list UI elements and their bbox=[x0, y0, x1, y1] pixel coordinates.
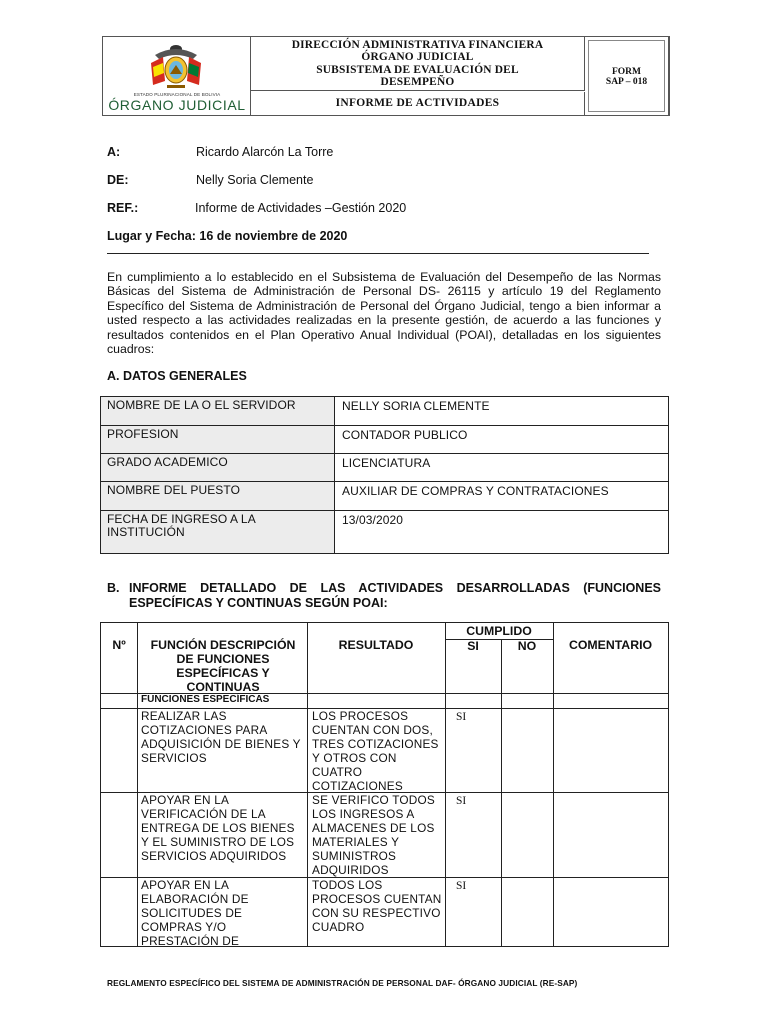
function-cell: APOYAR EN LA VERIFICACIÓN DE LA ENTREGA DE LOS BIENES Y EL SUMINISTRO DE LOS SERVICIOS ADQUIRIDOS bbox=[141, 793, 295, 863]
logo-institution-name: ÓRGANO JUDICIAL bbox=[108, 97, 246, 113]
section-a-title: A. DATOS GENERALES bbox=[107, 369, 247, 383]
yes-cell: SI bbox=[456, 880, 467, 892]
value-cell: AUXILIAR DE COMPRAS Y CONTRATACIONES bbox=[342, 484, 609, 498]
value-cell: 13/03/2020 bbox=[342, 513, 404, 527]
general-data-table bbox=[100, 396, 669, 554]
header-title bbox=[251, 37, 585, 91]
intro-paragraph bbox=[107, 270, 661, 356]
grid-line bbox=[445, 623, 446, 946]
value-cell: LICENCIATURA bbox=[342, 456, 431, 470]
ref-label: REF.: bbox=[107, 201, 139, 215]
value-cell: NELLY SORIA CLEMENTE bbox=[342, 399, 490, 413]
function-cell: APOYAR EN LA ELABORACIÓN DE SOLICITUDES DE COMPRAS Y/O PRESTACIÓN DE bbox=[141, 878, 249, 948]
header-title-line: DIRECCIÓN ADMINISTRATIVA FINANCIERA bbox=[291, 39, 544, 51]
form-code-cell bbox=[585, 37, 669, 115]
header-no: NO bbox=[517, 639, 537, 653]
page-footer: REGLAMENTO ESPECÍFICO DEL SISTEMA DE ADMINISTRACIÓN DE PERSONAL DAF- ÓRGANO JUDICIAL (RE-SAP) bbox=[107, 978, 578, 988]
header-comment: COMENTARIO bbox=[568, 638, 653, 652]
from-value: Nelly Soria Clemente bbox=[196, 173, 314, 187]
to-label: A: bbox=[107, 145, 121, 159]
function-cell: REALIZAR LAS COTIZACIONES PARA ADQUISICIÓN DE BIENES Y SERVICIOS bbox=[141, 709, 301, 765]
yes-cell: SI bbox=[456, 711, 467, 723]
grid-line bbox=[307, 623, 308, 946]
header-title-line: DESEMPEÑO bbox=[380, 76, 455, 89]
intro-line: usted respecto a las actividades realizadas en la presente gestión, de acuerdo a las funciones y bbox=[107, 313, 661, 328]
section-b-title-line: INFORME DETALLADO DE LAS ACTIVIDADES DESARROLLADAS (FUNCIONES bbox=[129, 581, 661, 595]
intro-line: En cumplimiento a lo establecido en el Subsistema de Evaluación del Desempeño de las Normas bbox=[107, 270, 661, 284]
group-label: FUNCIONES ESPECÍFICAS bbox=[141, 694, 270, 705]
header-subtitle: INFORME DE ACTIVIDADES bbox=[251, 92, 585, 115]
value-cell: CONTADOR PUBLICO bbox=[342, 428, 468, 442]
header-result: RESULTADO bbox=[338, 638, 414, 652]
intro-line: resultados contenidos en el Plan Operativo Anual Individual (POAI), detalladas en los siguientes bbox=[107, 327, 661, 342]
key-cell: PROFESION bbox=[101, 426, 335, 453]
separator-line bbox=[107, 253, 649, 254]
intro-line: cuadros: bbox=[107, 342, 155, 357]
document-header bbox=[102, 36, 670, 116]
logo-cell bbox=[103, 37, 251, 115]
result-cell: TODOS LOS PROCESOS CUENTAN CON SU RESPECTIVO CUADRO bbox=[312, 878, 442, 934]
table-row bbox=[101, 397, 668, 426]
activities-table bbox=[100, 622, 669, 947]
intro-line: Específico del Sistema de Administración de Personal del Órgano Judicial, tengo a bien informar a bbox=[107, 298, 661, 313]
result-cell: SE VERIFICO TODOS LOS INGRESOS A ALMACENES DE LOS MATERIALES Y SUMINISTROS ADQUIRIDOS bbox=[312, 793, 435, 877]
form-code-line2: SAP – 018 bbox=[605, 77, 648, 87]
section-b-title bbox=[107, 581, 661, 611]
ref-value: Informe de Actividades –Gestión 2020 bbox=[195, 201, 407, 215]
header-function: FUNCIÓN DESCRIPCIÓN DE FUNCIONES ESPECÍFICAS Y CONTINUAS bbox=[150, 638, 296, 694]
table-row bbox=[101, 482, 668, 511]
coat-of-arms-logo bbox=[143, 41, 209, 91]
table-row bbox=[101, 426, 668, 454]
key-cell: NOMBRE DEL PUESTO bbox=[101, 482, 335, 510]
key-cell: GRADO ACADEMICO bbox=[101, 454, 335, 481]
form-code-box bbox=[588, 40, 665, 112]
header-title-line: ÓRGANO JUDICIAL bbox=[361, 51, 474, 64]
key-cell: FECHA DE INGRESO A LA INSTITUCIÓN bbox=[101, 511, 335, 553]
logo-small-text: ESTADO PLURINACIONAL DE BOLIVIA bbox=[133, 92, 221, 97]
place-date: Lugar y Fecha: 16 de noviembre de 2020 bbox=[107, 229, 348, 243]
header-number: Nº bbox=[112, 638, 126, 652]
grid-line bbox=[137, 623, 138, 946]
section-b-title-line: ESPECÍFICAS Y CONTINUAS SEGÚN POAI: bbox=[129, 596, 388, 610]
yes-cell: SI bbox=[456, 795, 467, 807]
key-cell: NOMBRE DE LA O EL SERVIDOR bbox=[101, 397, 335, 425]
result-cell: LOS PROCESOS CUENTAN CON DOS, TRES COTIZACIONES Y OTROS CON CUATRO COTIZACIONES bbox=[312, 709, 439, 793]
from-label: DE: bbox=[107, 173, 129, 187]
grid-line bbox=[553, 623, 554, 946]
intro-line: Básicas del Sistema de Administración de Personal DS- 26115 y artículo 19 del Reglamento bbox=[107, 284, 661, 299]
form-code-line1: FORM bbox=[611, 67, 642, 77]
header-title-line: SUBSISTEMA DE EVALUACIÓN DEL bbox=[316, 63, 519, 76]
table-row bbox=[101, 511, 668, 553]
header-yes: SI bbox=[467, 639, 479, 653]
table-row bbox=[101, 454, 668, 482]
section-b-number: B. bbox=[107, 581, 120, 595]
to-value: Ricardo Alarcón La Torre bbox=[196, 145, 334, 159]
header-done: CUMPLIDO bbox=[466, 624, 532, 638]
